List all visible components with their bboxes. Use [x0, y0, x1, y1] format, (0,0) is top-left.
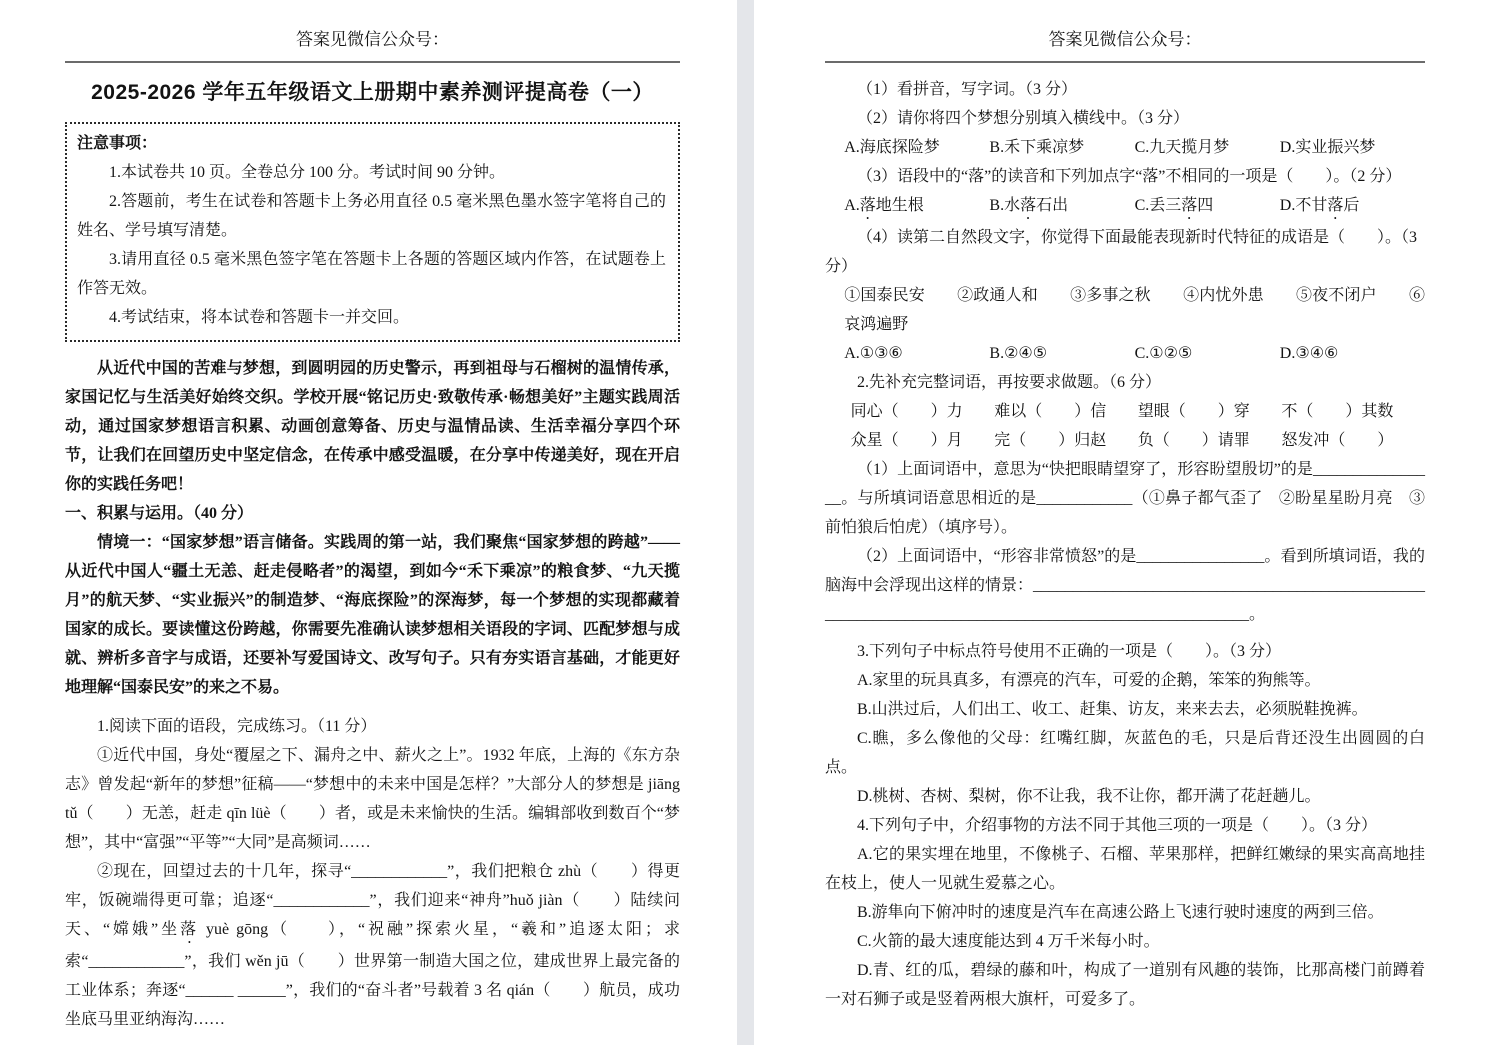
q4-option: A.它的果实埋在地里，不像桃子、石榴、苹果那样，把鲜红嫩绿的果实高高地挂在枝上，使人一见就生爱慕之心。 [825, 846, 1425, 892]
emphasized-char: 落 [1181, 197, 1198, 214]
question-1-stem: 1.阅读下面的语段，完成练习。（11 分） [97, 718, 377, 735]
q1-sub3: （3）语段中的“落”的读音和下列加点字“落”不相同的一项是（ ）。（2 分） [857, 168, 1402, 185]
option: B.禾下乘凉梦 [989, 139, 1085, 156]
fill-word: 同心（ ）力 [850, 403, 963, 420]
fill-word: 难以（ ）信 [994, 403, 1107, 420]
notice-item: 2.答题前，考生在试卷和答题卡上务必用直径 0.5 毫米黑色墨水签字笔将自己的姓名、学号填写清楚。 [77, 193, 666, 239]
option: C.丢三落四 [1134, 197, 1214, 214]
emphasized-char: 落 [1327, 197, 1344, 214]
notice-item: 1.本试卷共 10 页。全卷总分 100 分。考试时间 90 分钟。 [109, 164, 506, 181]
question-2-stem: 2.先补充完整词语，再按要求做题。（6 分） [857, 374, 1162, 391]
q1-sub2: （2）请你将四个梦想分别填入横线中。（3 分） [857, 110, 1190, 127]
option: A.①③⑥ [844, 345, 903, 362]
page-gap-divider [737, 0, 754, 1045]
option: B.水落石出 [989, 197, 1069, 214]
notice-item: 3.请用直径 0.5 毫米黑色签字笔在答题卡上各题的答题区域内作答，在试题卷上作答无效。 [77, 251, 666, 297]
q4-option: B.游隼向下俯冲时的速度是汽车在高速公路上飞速行驶时速度的两到三倍。 [857, 904, 1384, 921]
option: C.①②⑤ [1134, 345, 1193, 362]
scenario-1-paragraph: 情境一：“国家梦想”语言储备。实践周的第一站，我们聚焦“国家梦想的跨越”——从近代中国人“疆土无恙、赶走侵略者”的渴望，到如今“禾下乘凉”的粮食梦、“九天揽月”的航天梦、“实业振兴”的制造梦、“海底探险”的深海梦，每一个梦想的实现都藏着国家的成长。要读懂这份跨越，你需要先准确认读梦想相关语段的字词、匹配梦想与成就、辨析多音字与成语，还要补写爱国诗文、改写句子。只有夯实语言基础，才能更好地理解“国泰民安”的来之不易。 [65, 534, 680, 696]
q4-option: C.火箭的最大速度能达到 4 万千米每小时。 [857, 933, 1160, 950]
option: B.②④⑤ [989, 345, 1048, 362]
option: D.实业振兴梦 [1279, 139, 1376, 156]
passage-paragraph-1: ①近代中国，身处“覆屋之下、漏舟之中、薪火之上”。1932 年底，上海的《东方杂志》曾发起“新年的梦想”征稿——“梦想中的未来中国是怎样？”大部分人的梦想是 jiāng tǔ（ ）无恙，赶走 qīn lüè（ ）者，或是未来愉快的生活。编辑部收到数百个“梦想”，其中“富强”“平等”“大同”是高频词…… [65, 747, 680, 851]
q1-sub1: （1）看拼音，写字词。（3 分） [857, 81, 1078, 98]
passage-paragraph-2: ②现在，回望过去的十几年，探寻“____________”，我们把粮仓 zhù（ ）得更牢，饭碗端得更可靠；追逐“____________”，我们迎来“神舟”huǒ jiàn（ ）陆续问天、“嫦娥”坐落 yuè gōng（ ），“祝融”探索火星，“羲和”追逐太阳；求索“____________”，我们 wěn jū（ ）世界第一制造大国之位，建成世界上最完备的工业体系；奔逐“______ ______”，我们的“奋斗者”号载着 3 名 qián（ ）航员，成功坐底马里亚纳海沟…… [65, 863, 680, 1028]
option: A.海底探险梦 [844, 139, 940, 156]
option: D.不甘落后 [1279, 197, 1360, 214]
question-3-stem: 3.下列句子中标点符号使用不正确的一项是（ ）。（3 分） [857, 643, 1282, 660]
emphasized-char: 落 [180, 921, 200, 938]
option: D.③④⑥ [1279, 345, 1339, 362]
option: A.落地生根 [844, 197, 924, 214]
fill-word: 不（ ）其数 [1281, 403, 1394, 420]
answers-note: 答案见微信公众号： [1048, 30, 1202, 49]
q3-option: A.家里的玩具真多，有漂亮的汽车，可爱的企鹅，笨笨的狗熊等。 [857, 672, 1321, 689]
page-2-header [825, 28, 1425, 63]
notice-box [65, 122, 680, 342]
question-4-stem: 4.下列句子中，介绍事物的方法不同于其他三项的一项是（ ）。（3 分） [857, 817, 1378, 834]
emphasized-char: 落 [1020, 197, 1037, 214]
q4-option: D.青、红的瓜，碧绿的藤和叶，构成了一道别有风趣的装饰，比那高楼门前蹲着一对石狮子或是竖着两根大旗杆，可爱多了。 [825, 962, 1425, 1008]
section-1-heading: 一、积累与运用。（40 分） [65, 505, 254, 522]
option-row-idioms [825, 339, 1425, 368]
page-1 [0, 0, 737, 1045]
emphasized-char: 落 [859, 197, 876, 214]
fill-word: 怒发冲（ ） [1281, 432, 1394, 449]
q2-sub1: （1）上面词语中，意思为“快把眼睛望穿了，形容盼望殷切”的是________________。与所填词语意思相近的是____________（①鼻子都气歪了 ②盼星星盼月亮 ③前怕狼后怕虎）（填序号）。 [825, 461, 1425, 536]
fill-word: 众星（ ）月 [850, 432, 963, 449]
intro-paragraph: 从近代中国的苦难与梦想，到圆明园的历史警示，再到祖母与石榴树的温情传承，家国记忆与生活美好始终交织。学校开展“铭记历史·致敬传承·畅想美好”主题实践周活动，通过国家梦想语言积累、动画创意筹备、历史与温情品读、生活幸福分享四个环节，让我们在回望历史中坚定信念，在传承中感受温暖，在分享中传递美好，现在开启你的实践任务吧！ [65, 360, 680, 493]
page-1-header [65, 28, 680, 63]
idiom-list: ①国泰民安 ②政通人和 ③多事之秋 ④内忧外患 ⑤夜不闭户 ⑥哀鸿遍野 [844, 287, 1425, 333]
q3-option: C.瞧，多么像他的父母：红嘴红脚，灰蓝色的毛，只是后背还没生出圆圆的白点。 [825, 730, 1425, 776]
q3-option: D.桃树、杏树、梨树，你不让我，我不让你，都开满了花赶趟儿。 [857, 788, 1321, 805]
q3-option: B.山洪过后，人们出工、收工、赶集、访友，来来去去，必须脱鞋挽裤。 [857, 701, 1368, 718]
fill-word: 负（ ）请罪 [1137, 432, 1250, 449]
q2-sub2: （2）上面词语中，“形容非常愤怒”的是________________。看到所填词语，我的脑海中会浮现出这样的情景：______________________________________________________________________________________________________。 [825, 548, 1426, 623]
fill-word: 完（ ）归赵 [994, 432, 1107, 449]
page-2 [754, 0, 1495, 1045]
answers-note: 答案见微信公众号： [296, 30, 449, 49]
q1-sub4: （4）读第二自然段文字，你觉得下面最能表现新时代特征的成语是（ ）。（3 分） [825, 229, 1418, 275]
option-row-luo [825, 191, 1425, 223]
notice-title: 注意事项： [77, 135, 158, 152]
fill-word-row-1 [825, 397, 1425, 426]
fill-word: 望眼（ ）穿 [1137, 403, 1250, 420]
exam-title: 2025-2026 学年五年级语文上册期中素养测评提高卷（一） [91, 81, 654, 104]
fill-word-row-2 [825, 426, 1425, 455]
option-row-dreams [825, 133, 1425, 162]
option: C.九天揽月梦 [1134, 139, 1230, 156]
notice-item: 4.考试结束，将本试卷和答题卡一并交回。 [109, 309, 410, 326]
